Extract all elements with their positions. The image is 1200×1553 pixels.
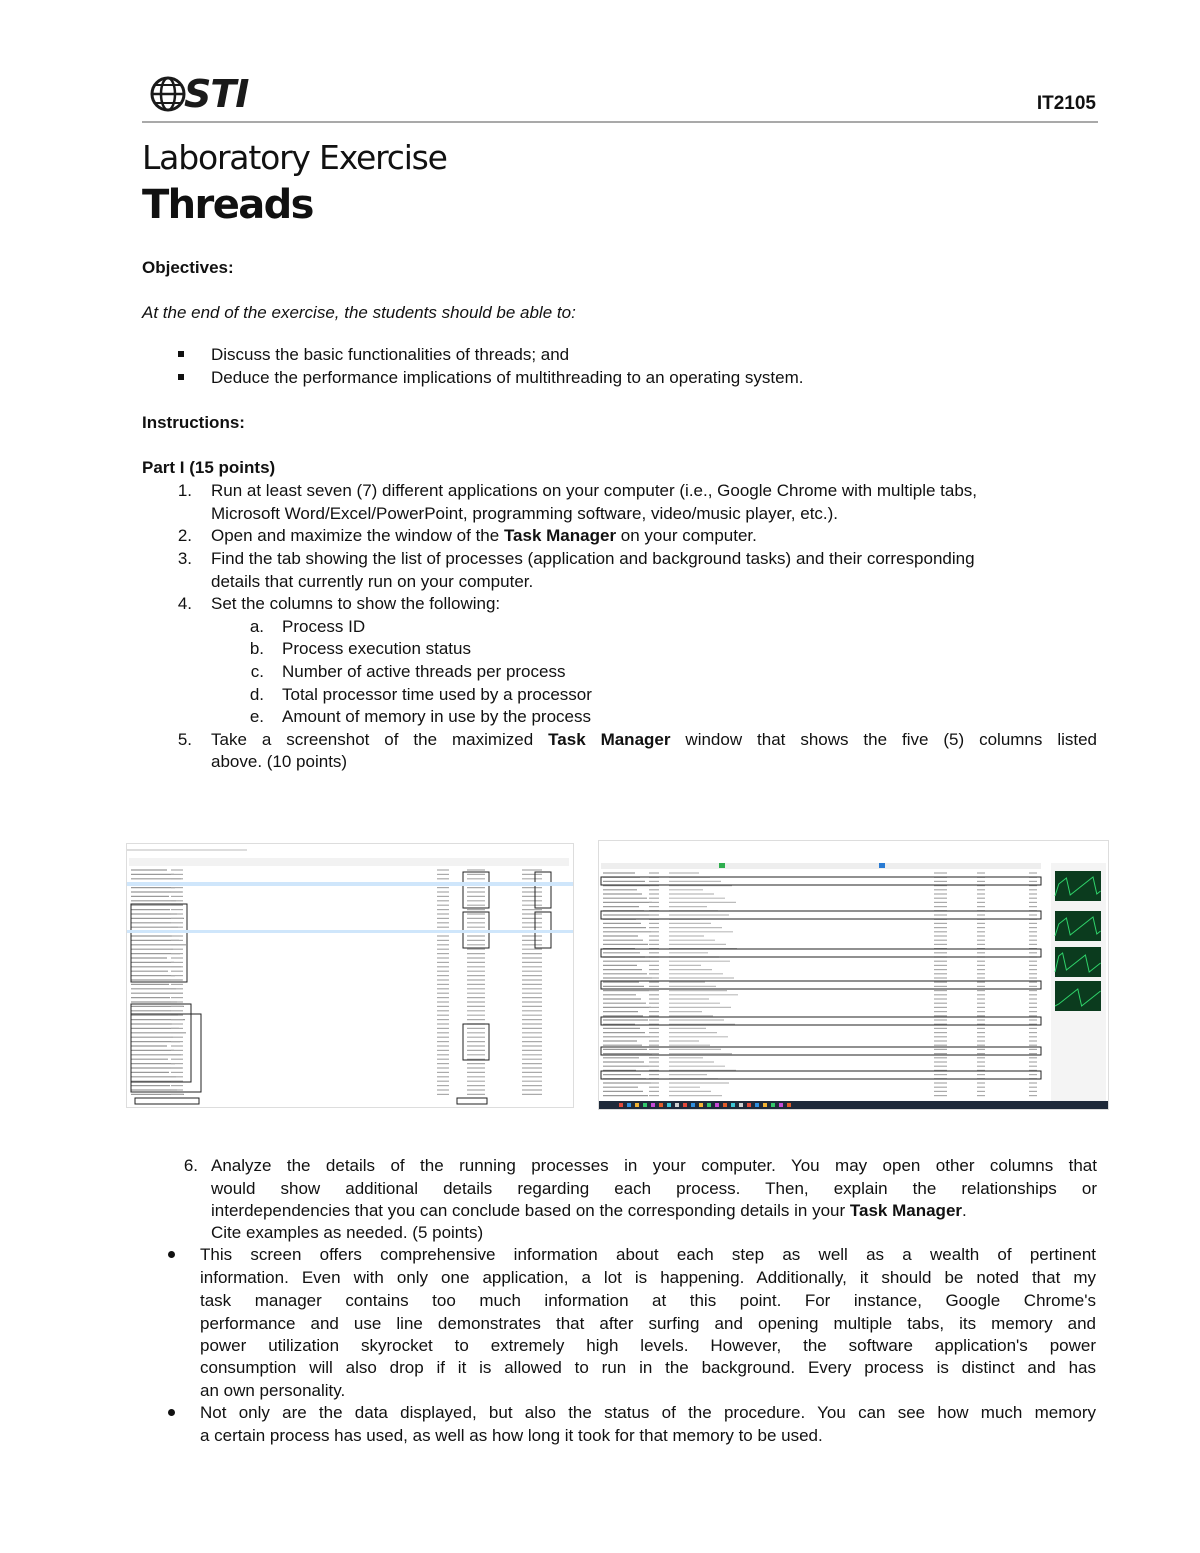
sub-letter: b. bbox=[249, 639, 264, 658]
document-subtitle: Laboratory Exercise bbox=[142, 138, 447, 177]
objective-item: Discuss the basic functionalities of threads; and bbox=[211, 345, 570, 364]
sub-letter: c. bbox=[250, 662, 264, 681]
globe-icon bbox=[150, 76, 186, 112]
step-text: Find the tab showing the list of processes (application and background tasks) and their corresponding bbox=[211, 549, 975, 568]
step-number: 1. bbox=[177, 481, 192, 500]
sub-item: Process execution status bbox=[282, 639, 471, 658]
selected-row bbox=[127, 930, 573, 933]
taskbar-app-icon bbox=[755, 1103, 759, 1107]
task-manager-term: Task Manager bbox=[503, 526, 617, 545]
task-manager-term: Task Manager bbox=[849, 1201, 963, 1220]
step-text bbox=[211, 525, 757, 548]
step-text-part: Take a screenshot of the maximized bbox=[211, 730, 549, 749]
step-text: would show additional details regarding each process. Then, explain the relationships or bbox=[211, 1179, 1097, 1198]
section-header bbox=[601, 863, 1041, 869]
step-text: above. (10 points) bbox=[211, 752, 348, 771]
step-text: Cite examples as needed. (5 points) bbox=[211, 1223, 484, 1242]
header-divider bbox=[142, 121, 1098, 123]
step-number: 5. bbox=[177, 730, 192, 749]
memory-indicator bbox=[879, 863, 885, 868]
answer-line: This screen offers comprehensive information about each step as well as a wealth of pertinent bbox=[200, 1245, 1096, 1264]
taskbar-app-icon bbox=[659, 1103, 663, 1107]
round-bullet-icon bbox=[168, 1409, 175, 1416]
resource-monitor-screenshot bbox=[598, 840, 1109, 1110]
taskbar-app-icon bbox=[739, 1103, 743, 1107]
sub-item: Total processor time used by a processor bbox=[282, 685, 592, 704]
taskbar-app-icon bbox=[763, 1103, 767, 1107]
sub-letter: a. bbox=[249, 617, 264, 636]
taskbar-app-icon bbox=[699, 1103, 703, 1107]
step-text: Run at least seven (7) different applications on your computer (i.e., Google Chrome with multiple tabs, bbox=[211, 481, 978, 500]
step-text: Microsoft Word/Excel/PowerPoint, programming software, video/music player, etc.). bbox=[211, 504, 839, 523]
task-manager-details-screenshot bbox=[126, 843, 574, 1108]
step-text: details that currently run on your computer. bbox=[211, 572, 534, 591]
taskbar-app-icon bbox=[619, 1103, 623, 1107]
taskbar-app-icon bbox=[643, 1103, 647, 1107]
step-text-part: Open and maximize the window of the bbox=[211, 526, 504, 545]
sti-logo bbox=[150, 74, 248, 114]
course-code: IT2105 bbox=[1036, 93, 1096, 114]
taskbar-app-icon bbox=[715, 1103, 719, 1107]
answer-line: power utilization skyrocket to extremely high levels. However, the software application's power bbox=[200, 1336, 1096, 1355]
sub-item: Process ID bbox=[282, 617, 366, 636]
sub-item: Amount of memory in use by the process bbox=[282, 707, 591, 726]
column-header-bar bbox=[129, 858, 569, 866]
answer-line: an own personality. bbox=[200, 1381, 346, 1400]
sub-letter: d. bbox=[249, 685, 264, 704]
step-number: 3. bbox=[177, 549, 192, 568]
step-text-part: . bbox=[962, 1201, 967, 1220]
document-title: Threads bbox=[142, 182, 313, 228]
taskbar-app-icon bbox=[723, 1103, 727, 1107]
answer-line: Not only are the data displayed, but also the status of the procedure. You can see how much memory bbox=[200, 1403, 1096, 1422]
instructions-label: Instructions: bbox=[142, 413, 245, 432]
step-text bbox=[211, 1200, 967, 1223]
taskbar-app-icon bbox=[667, 1103, 671, 1107]
taskbar-app-icon bbox=[683, 1103, 687, 1107]
square-bullet-icon bbox=[178, 351, 184, 357]
step-text-part: window that shows the five (5) columns listed bbox=[670, 730, 1097, 749]
taskbar-app-icon bbox=[731, 1103, 735, 1107]
square-bullet-icon bbox=[178, 374, 184, 380]
answer-line: consumption will also drop if it is allowed to run in the background. Every process is distinct and has bbox=[200, 1358, 1096, 1377]
answer-line: task manager contains too much information at this point. For instance, Google Chrome's bbox=[200, 1291, 1096, 1310]
taskbar-app-icon bbox=[635, 1103, 639, 1107]
step-text: Set the columns to show the following: bbox=[211, 594, 501, 613]
taskbar-app-icon bbox=[675, 1103, 679, 1107]
round-bullet-icon bbox=[168, 1251, 175, 1258]
usage-graph bbox=[1055, 871, 1101, 901]
part-label: Part I (15 points) bbox=[142, 458, 276, 477]
step-text-part: on your computer. bbox=[616, 526, 757, 545]
step-text: Analyze the details of the running processes in your computer. You may open other columns that bbox=[211, 1156, 1097, 1175]
objectives-label: Objectives: bbox=[142, 258, 234, 277]
step-number: 4. bbox=[177, 594, 192, 613]
taskbar-app-icon bbox=[787, 1103, 791, 1107]
taskbar-app-icon bbox=[651, 1103, 655, 1107]
sub-item: Number of active threads per process bbox=[282, 662, 566, 681]
answer-line: information. Even with only one application, a lot is happening. Additionally, it should be noted that my bbox=[200, 1268, 1096, 1287]
step-text-part: interdependencies that you can conclude based on the corresponding details in your bbox=[211, 1201, 850, 1220]
step-number: 6. bbox=[183, 1156, 198, 1175]
step-number: 2. bbox=[177, 526, 192, 545]
objectives-intro: At the end of the exercise, the students should be able to: bbox=[142, 303, 576, 322]
taskbar-app-icon bbox=[747, 1103, 751, 1107]
taskbar-app-icon bbox=[779, 1103, 783, 1107]
taskbar-app-icon bbox=[691, 1103, 695, 1107]
logo-text: STI bbox=[184, 72, 249, 116]
answer-line: a certain process has used, as well as how long it took for that memory to be used. bbox=[200, 1426, 823, 1445]
usage-graph bbox=[1055, 947, 1101, 977]
answer-line: performance and use line demonstrates that after surfing and opening multiple tabs, its memory and bbox=[200, 1314, 1096, 1333]
cpu-indicator bbox=[719, 863, 725, 868]
objective-item: Deduce the performance implications of multithreading to an operating system. bbox=[211, 368, 804, 387]
task-manager-term: Task Manager bbox=[548, 730, 671, 749]
usage-graph bbox=[1055, 911, 1101, 941]
taskbar-app-icon bbox=[707, 1103, 711, 1107]
sub-letter: e. bbox=[249, 707, 264, 726]
taskbar-app-icon bbox=[771, 1103, 775, 1107]
taskbar-app-icon bbox=[627, 1103, 631, 1107]
selected-row bbox=[127, 882, 573, 886]
step-text bbox=[211, 729, 1097, 752]
